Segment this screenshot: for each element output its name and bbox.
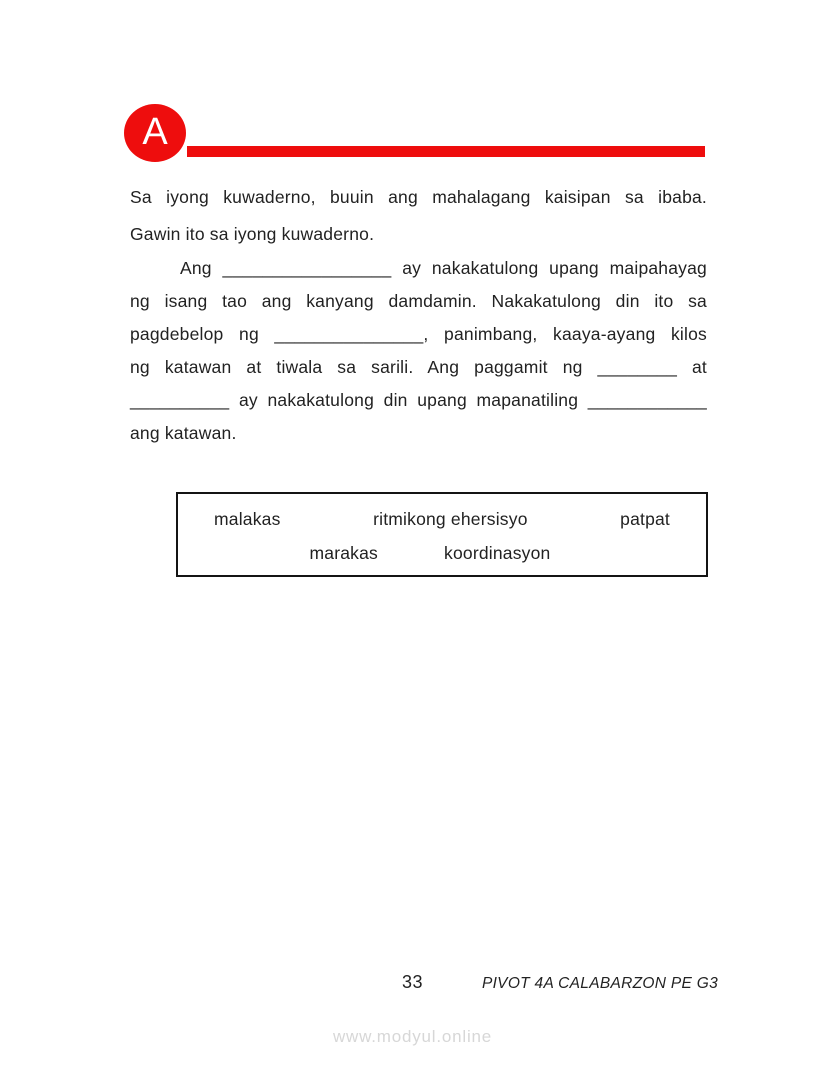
watermark: www.modyul.online — [332, 1027, 493, 1046]
cloze-line-6: ang katawan. — [130, 423, 237, 443]
word-bank-item-marakas: marakas — [309, 543, 378, 563]
cloze-line-3: pagdebelop ng _______________, panimbang, kaaya-ayang kilos — [130, 324, 707, 344]
section-letter-badge — [124, 104, 186, 162]
word-bank-item-ritmikong-ehersisyo: ritmikong ehersisyo — [373, 509, 528, 529]
instruction-line-1: Sa iyong kuwaderno, buuin ang mahalagang kaisipan sa ibaba. — [130, 187, 707, 207]
cloze-line-2: ng isang tao ang kanyang damdamin. Nakakatulong din ito sa — [130, 291, 707, 311]
word-bank-item-malakas: malakas — [214, 509, 281, 529]
page-number: 33 — [401, 972, 424, 992]
cloze-line-1: Ang _________________ ay nakakatulong upang maipahayag — [180, 258, 707, 278]
word-bank-item-koordinasyon: koordinasyon — [444, 543, 551, 563]
header-rule — [187, 146, 705, 157]
cloze-line-4: ng katawan at tiwala sa sarili. Ang paggamit ng ________ at — [130, 357, 707, 377]
cloze-paragraph — [130, 252, 707, 450]
instruction-line-2: Gawin ito sa iyong kuwaderno. — [130, 224, 375, 244]
section-letter: A — [142, 111, 168, 153]
word-bank-box — [176, 492, 708, 577]
word-bank-item-patpat: patpat — [620, 509, 670, 529]
instructions-block — [130, 179, 707, 253]
module-label: PIVOT 4A CALABARZON PE G3 — [481, 975, 718, 992]
cloze-line-5: __________ ay nakakatulong din upang mapanatiling ____________ — [130, 390, 707, 410]
word-bank-row-1 — [178, 502, 706, 536]
word-bank-row-2 — [166, 536, 694, 570]
